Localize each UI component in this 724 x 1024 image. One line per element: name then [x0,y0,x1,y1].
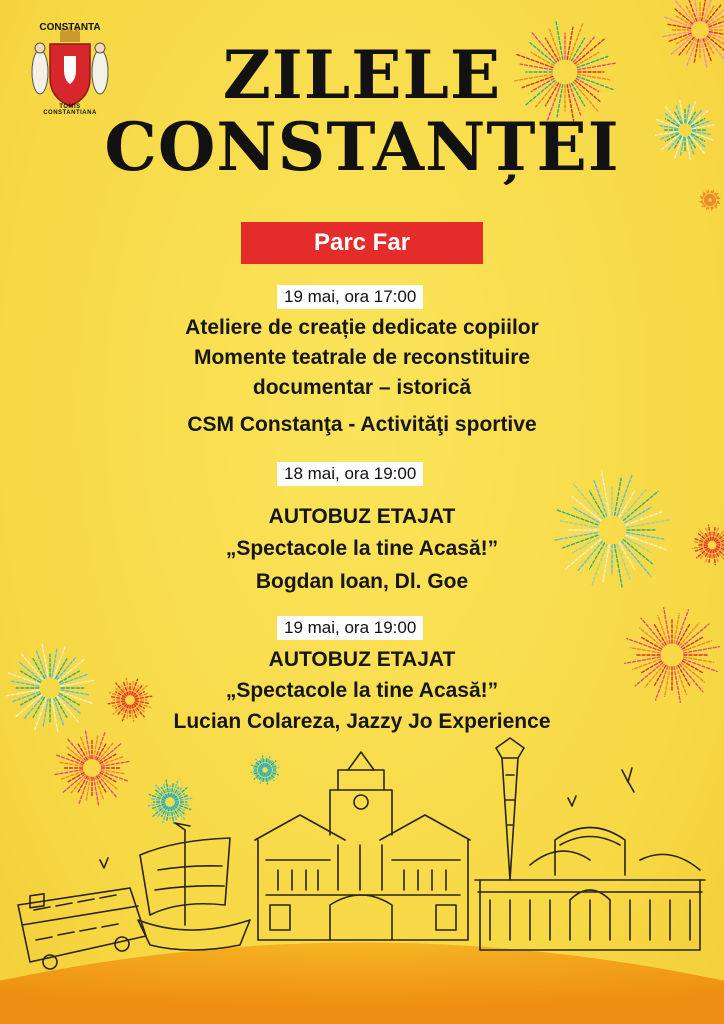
bird-icon [568,796,576,806]
event-line: Momente teatrale de reconstituire [193,346,531,369]
double-decker-bus-icon [18,888,146,969]
event-line: CSM Constanţa - Activităţi sportive [187,413,537,436]
event-line: Bogdan Ioan, Dl. Goe [255,570,469,593]
event-line: „Spectacole la tine Acasă!” [225,679,499,702]
event-line: AUTOBUZ ETAJAT [268,505,456,528]
crest-bottom-line1: TOMIS [59,104,81,110]
event-line: Lucian Colareza, Jazzy Jo Experience [173,710,551,733]
crest-bottom-line2: CONSTANTIANA [43,110,97,116]
venue-banner: Parc Far [241,222,483,264]
tower-icon [496,738,524,880]
casino-building-icon [475,828,705,951]
event-date-badge: 19 mai, ora 17:00 [277,285,423,309]
event-date-badge: 19 mai, ora 19:00 [277,616,423,640]
poster-title-line1: ZILELE [222,36,502,114]
event-date-badge: 18 mai, ora 19:00 [277,462,423,486]
event-line: Ateliere de creație dedicate copiilor [185,316,539,339]
bird-icon [622,768,634,792]
city-hall-building-icon [255,752,470,940]
sailing-ship-icon [138,823,250,950]
event-line: AUTOBUZ ETAJAT [268,648,456,671]
ground-hill [0,943,724,1024]
bird-icon [100,858,108,868]
event-line: documentar – istorică [252,376,472,399]
crest-top-text: CONSTANTA [39,22,101,33]
poster-title-line2: CONSTANȚEI [104,108,620,186]
event-line: „Spectacole la tine Acasă!” [225,537,499,560]
